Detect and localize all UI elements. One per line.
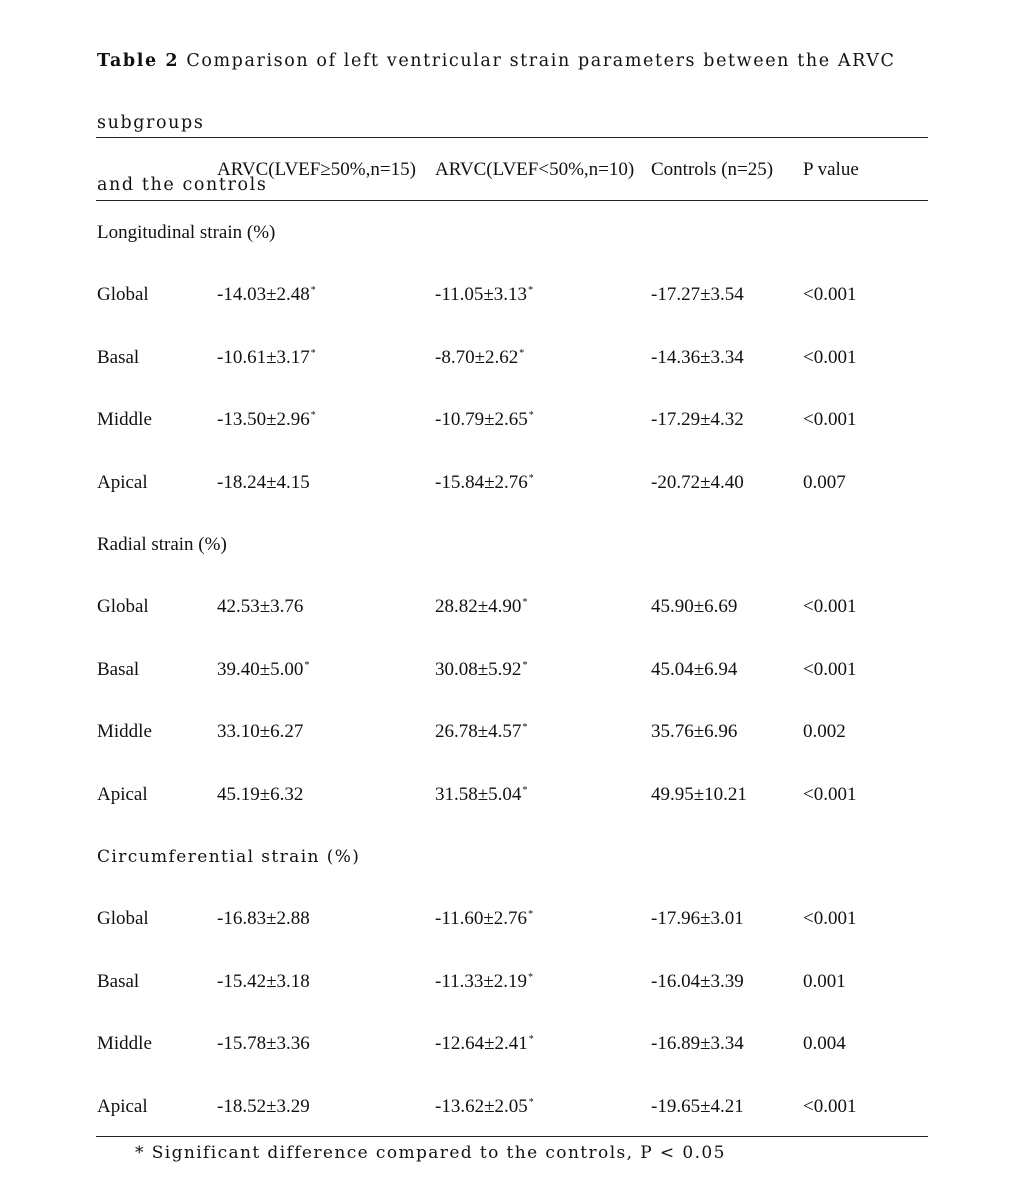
column-header: ARVC(LVEF<50%,n=10) [435,159,635,180]
value-cell [217,472,310,494]
value-text: -11.33±2.19 [435,971,528,992]
table-caption [97,30,937,216]
value-cell [217,596,303,618]
footnote: * Significant difference compared to the controls, P < 0.05 [135,1143,726,1163]
row-label: Global [97,908,149,929]
value-cell [217,784,303,806]
value-text: -12.64±2.41 [435,1033,528,1054]
value-text: -15.42±3.18 [217,971,310,992]
significance-mark: * [528,1033,534,1045]
value-cell [435,908,533,930]
column-header: P value [803,159,859,180]
significance-mark: * [310,347,316,359]
value-text: -14.03±2.48 [217,284,310,305]
row-label: Basal [97,971,140,992]
row-label: Middle [97,409,152,430]
p-value-cell: <0.001 [803,284,857,305]
value-text: -18.24±4.15 [217,472,310,493]
row-label: Apical [97,1096,148,1117]
value-cell [435,409,534,431]
row-label: Apical [97,472,148,493]
p-value-cell: <0.001 [803,784,857,805]
column-header: ARVC(LVEF≥50%,n=15) [217,159,416,180]
value-text: -10.61±3.17 [217,347,310,368]
significance-mark: * [528,472,534,484]
row-label: Apical [97,784,148,805]
value-text: -16.83±2.88 [217,908,310,929]
value-cell [435,1033,534,1055]
value-cell [217,284,316,306]
value-text: -13.62±2.05 [435,1096,528,1117]
p-value-cell: <0.001 [803,1096,857,1117]
value-text: -10.79±2.65 [435,409,528,430]
table-label: Table 2 [97,51,180,71]
value-text: -11.05±3.13 [435,284,528,305]
value-cell: -14.36±3.34 [651,347,744,368]
value-cell [435,284,533,306]
significance-mark: * [310,409,316,421]
value-text: -8.70±2.62 [435,347,519,368]
value-text: 26.78±4.57 [435,721,522,742]
p-value-cell: <0.001 [803,347,857,368]
significance-mark: * [528,971,534,983]
value-cell: 49.95±10.21 [651,784,747,805]
value-cell [435,472,534,494]
p-value-cell: 0.001 [803,971,846,992]
value-cell [435,659,527,681]
value-cell [217,1096,310,1118]
p-value-cell: <0.001 [803,409,857,430]
value-cell [435,721,527,743]
value-cell: -16.89±3.34 [651,1033,744,1054]
caption-line1: Comparison of left ventricular strain parameters between the ARVC subgroups [97,51,896,133]
significance-mark: * [304,659,310,671]
value-text: -18.52±3.29 [217,1096,310,1117]
significance-mark: * [528,284,534,296]
significance-mark: * [528,1096,534,1108]
section-title: Circumferential strain (%) [97,847,361,867]
significance-mark: * [522,596,528,608]
row-label: Global [97,284,149,305]
value-cell: -17.27±3.54 [651,284,744,305]
value-cell: 35.76±6.96 [651,721,738,742]
value-text: 45.19±6.32 [217,784,304,805]
section-title: Longitudinal strain (%) [97,222,276,243]
row-label: Global [97,596,149,617]
header-rule [96,200,928,201]
p-value-cell: <0.001 [803,596,857,617]
significance-mark: * [522,721,528,733]
value-text: -11.60±2.76 [435,908,528,929]
value-text: 39.40±5.00 [217,659,304,680]
significance-mark: * [310,284,316,296]
value-cell [217,908,310,930]
value-cell [217,721,303,743]
value-cell [435,596,527,618]
value-text: 30.08±5.92 [435,659,522,680]
significance-mark: * [528,908,534,920]
p-value-cell: 0.002 [803,721,846,742]
value-cell: -17.29±4.32 [651,409,744,430]
value-text: 33.10±6.27 [217,721,304,742]
column-header: Controls (n=25) [651,159,774,180]
value-cell [217,347,316,369]
value-cell [435,971,533,993]
p-value-cell: 0.007 [803,472,846,493]
bottom-rule [96,1136,928,1137]
significance-mark: * [528,409,534,421]
section-title: Radial strain (%) [97,534,227,555]
p-value-cell: 0.004 [803,1033,846,1054]
value-text: -13.50±2.96 [217,409,310,430]
value-text: -15.84±2.76 [435,472,528,493]
value-cell [435,347,524,369]
value-cell [435,784,527,806]
value-cell: 45.04±6.94 [651,659,738,680]
caption-line2: and the controls [97,175,268,195]
value-cell [217,1033,310,1055]
p-value-cell: <0.001 [803,659,857,680]
row-label: Basal [97,347,140,368]
value-cell [217,659,309,681]
value-cell: -19.65±4.21 [651,1096,744,1117]
row-label: Middle [97,1033,152,1054]
row-label: Middle [97,721,152,742]
significance-mark: * [519,347,525,359]
significance-mark: * [522,659,528,671]
top-rule [96,137,928,138]
value-cell [217,409,316,431]
significance-mark: * [522,784,528,796]
row-label: Basal [97,659,140,680]
value-text: 42.53±3.76 [217,596,304,617]
value-cell [217,971,310,993]
value-cell: 45.90±6.69 [651,596,738,617]
p-value-cell: <0.001 [803,908,857,929]
value-cell: -20.72±4.40 [651,472,744,493]
value-text: 28.82±4.90 [435,596,522,617]
value-cell [435,1096,534,1118]
value-cell: -17.96±3.01 [651,908,744,929]
value-text: 31.58±5.04 [435,784,522,805]
value-cell: -16.04±3.39 [651,971,744,992]
value-text: -15.78±3.36 [217,1033,310,1054]
